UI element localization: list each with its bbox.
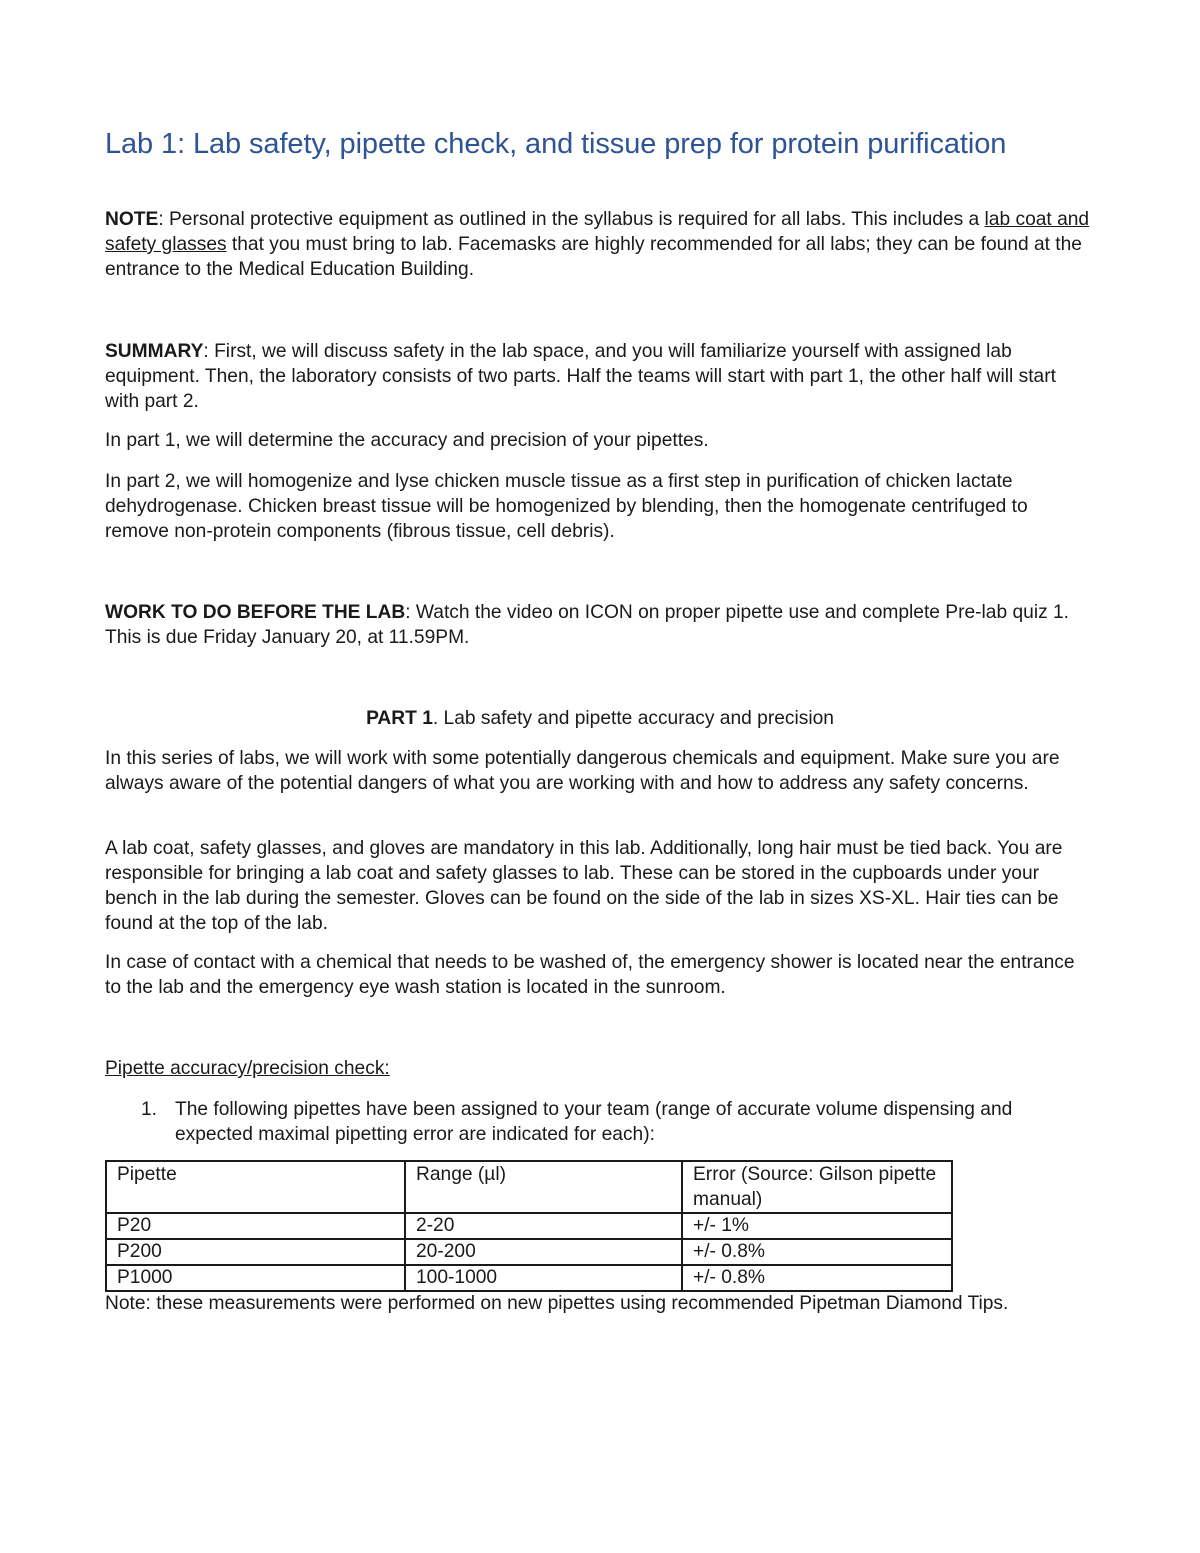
summary-part1-paragraph: In part 1, we will determine the accuracy and precision of your pipettes. bbox=[105, 430, 709, 451]
part1-paragraph-1: In this series of labs, we will work with some potentially dangerous chemicals and equipment. Make sure you are always aware of the potential dangers of what you are working with and how to address any safety concerns. bbox=[105, 748, 1060, 794]
table-row bbox=[106, 1213, 952, 1239]
table-cell: +/- 0.8% bbox=[682, 1265, 952, 1291]
summary-label: SUMMARY bbox=[105, 341, 204, 362]
list-item-text: The following pipettes have been assigned to your team (range of accurate volume dispensing and expected maximal pipetting error are indicated for each): bbox=[175, 1099, 1013, 1145]
table-header-cell: Range (µl) bbox=[405, 1161, 682, 1213]
table-row bbox=[106, 1265, 952, 1291]
table-row bbox=[106, 1239, 952, 1265]
note-label: NOTE bbox=[105, 209, 159, 230]
page-title: Lab 1: Lab safety, pipette check, and tissue prep for protein purification bbox=[105, 128, 1007, 160]
table-cell: P20 bbox=[106, 1213, 405, 1239]
work-before-paragraph bbox=[105, 600, 1095, 650]
table-cell: +/- 0.8% bbox=[682, 1239, 952, 1265]
table-header-cell: Pipette bbox=[106, 1161, 405, 1213]
part1-paragraph-2: A lab coat, safety glasses, and gloves are mandatory in this lab. Additionally, long hair must be tied back. You are responsible for bringing a lab coat and safety glasses to lab. These can be stored in the cupboards under your bench in the lab during the semester. Gloves can be found on the side of the lab in sizes XS-XL. Hair ties can be found at the top of the lab. bbox=[105, 838, 1063, 934]
table-cell: P1000 bbox=[106, 1265, 405, 1291]
table-cell: 100-1000 bbox=[405, 1265, 682, 1291]
table-cell: P200 bbox=[106, 1239, 405, 1265]
work-before-label: WORK TO DO BEFORE THE LAB bbox=[105, 602, 406, 623]
summary-part2-paragraph: In part 2, we will homogenize and lyse chicken muscle tissue as a first step in purification of chicken lactate dehydrogenase. Chicken breast tissue will be homogenized by blending, then the homogenate centrifuged to remove non-protein components (fibrous tissue, cell debris). bbox=[105, 471, 1028, 542]
pipette-check-heading: Pipette accuracy/precision check: bbox=[105, 1058, 390, 1079]
list-item bbox=[141, 1097, 1091, 1147]
summary-text: : First, we will discuss safety in the lab space, and you will familiarize yourself with assigned lab equipment. Then, the laboratory consists of two parts. Half the teams will start with part 1, the other half will start with part 2. bbox=[105, 341, 1056, 412]
table-note: Note: these measurements were performed on new pipettes using recommended Pipetman Diamond Tips. bbox=[105, 1293, 1009, 1314]
work-before-text: : Watch the video on ICON on proper pipette use and complete Pre-lab quiz 1. This is due Friday January 20, at 11.59PM. bbox=[105, 602, 1070, 648]
table-cell: 2-20 bbox=[405, 1213, 682, 1239]
note-paragraph bbox=[105, 207, 1095, 282]
table-cell: +/- 1% bbox=[682, 1213, 952, 1239]
note-underlined-text: lab coat and safety glasses bbox=[105, 209, 1090, 255]
part1-heading-rest: . Lab safety and pipette accuracy and precision bbox=[432, 708, 834, 729]
part1-label: PART 1 bbox=[366, 708, 433, 729]
summary-paragraph bbox=[105, 339, 1095, 414]
part1-heading bbox=[105, 706, 1095, 731]
table-header-row bbox=[106, 1161, 952, 1213]
list-item-number: 1. bbox=[141, 1099, 158, 1120]
table-cell: 20-200 bbox=[405, 1239, 682, 1265]
note-text-before: : Personal protective equipment as outlined in the syllabus is required for all labs. This includes a bbox=[158, 209, 985, 230]
pipette-table bbox=[105, 1160, 953, 1292]
table-header-cell: Error (Source: Gilson pipette manual) bbox=[682, 1161, 952, 1213]
part1-paragraph-3: In case of contact with a chemical that needs to be washed of, the emergency shower is located near the entrance to the lab and the emergency eye wash station is located in the sunroom. bbox=[105, 952, 1075, 998]
note-text-after: that you must bring to lab. Facemasks are highly recommended for all labs; they can be found at the entrance to the Medical Education Building. bbox=[105, 234, 1082, 280]
